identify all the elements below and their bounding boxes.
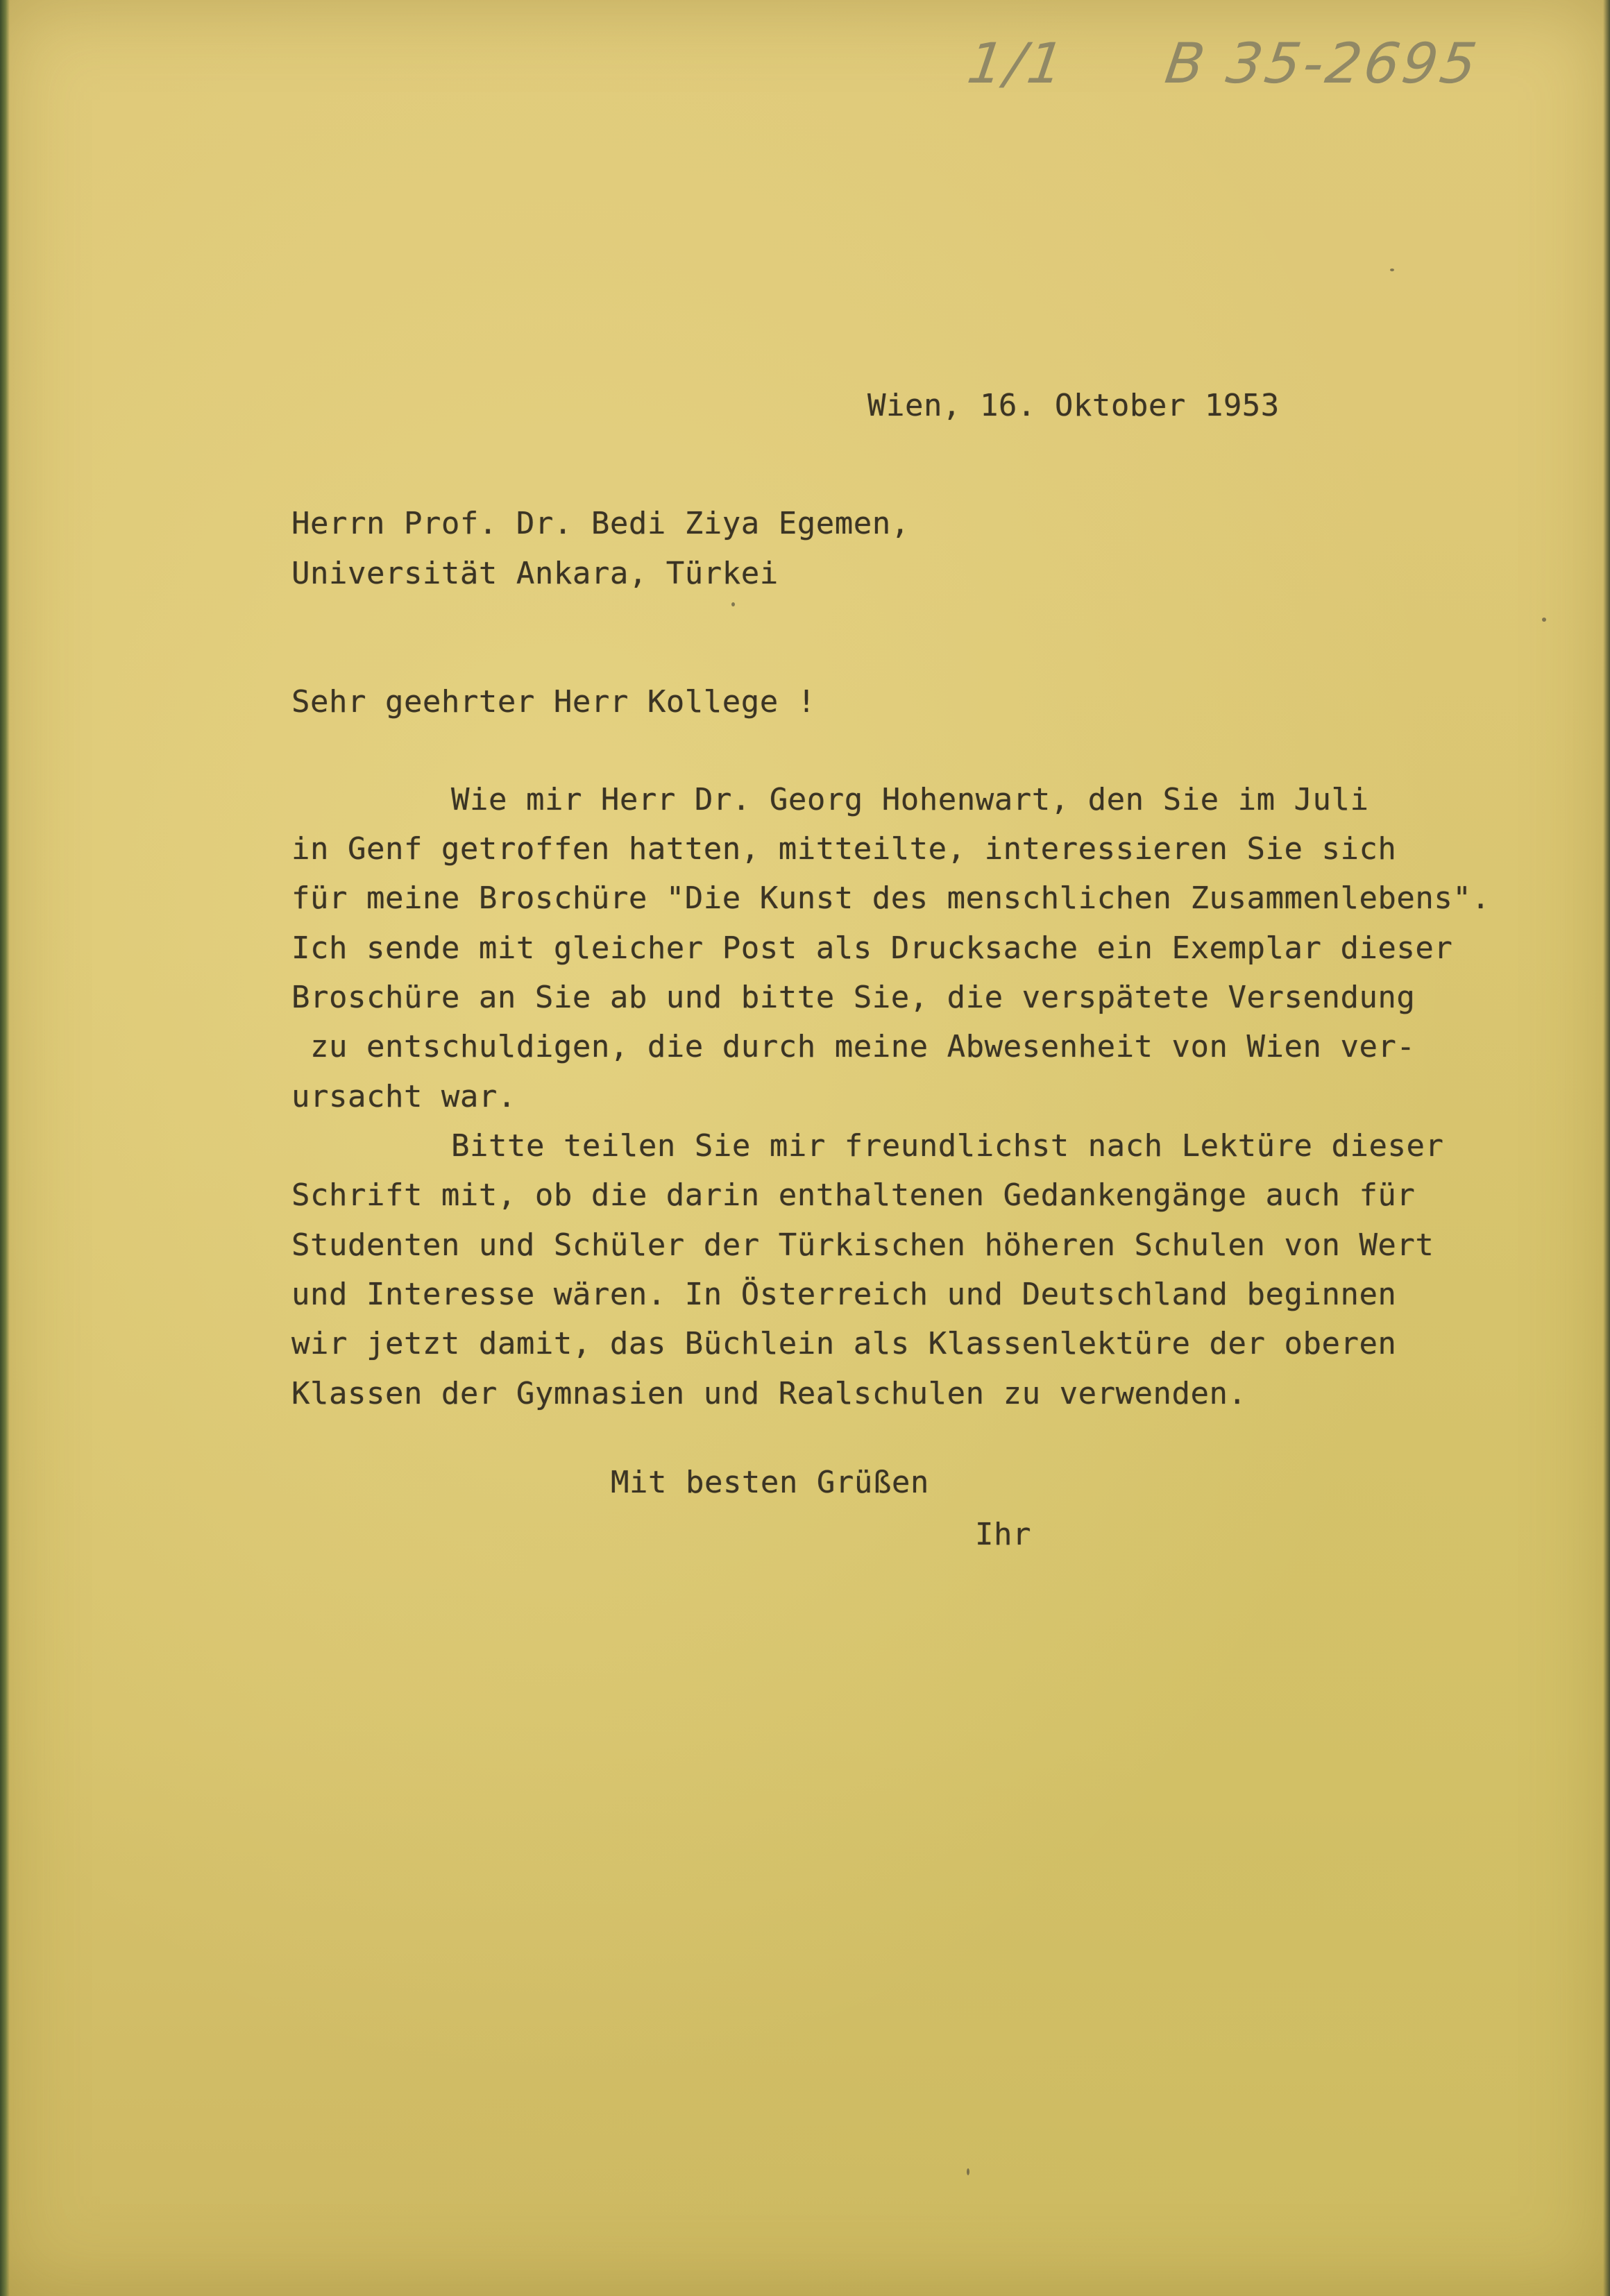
recipient-line: Universität Ankara, Türkei [291, 556, 779, 591]
paper-speck [1542, 618, 1546, 622]
body-line: Wie mir Herr Dr. Georg Hohenwart, den Sie im Juli [451, 782, 1369, 817]
body-line: Klassen der Gymnasien und Realschulen zu verwenden. [291, 1376, 1247, 1411]
salutation: Sehr geehrter Herr Kollege ! [291, 684, 816, 720]
paper-speck [967, 2168, 969, 2175]
body-line: Schrift mit, ob die darin enthaltenen Gedankengänge auch für [291, 1177, 1416, 1213]
archive-reference-mark: B 35-2695 [1161, 31, 1484, 96]
body-line: Ich sende mit gleicher Post als Drucksache ein Exemplar dieser [291, 930, 1453, 966]
body-line: Bitte teilen Sie mir freundlichst nach Lektüre dieser [451, 1128, 1444, 1164]
body-line: ursacht war. [291, 1079, 516, 1114]
body-line: zu entschuldigen, die durch meine Abwesenheit von Wien ver- [291, 1029, 1416, 1064]
body-line: für meine Broschüre "Die Kunst des menschlichen Zusammenlebens". [291, 881, 1491, 916]
body-line: wir jetzt damit, das Büchlein als Klassenlektüre der oberen [291, 1326, 1397, 1361]
body-line: Broschüre an Sie ab und bitte Sie, die verspätete Versendung [291, 980, 1416, 1015]
recipient-line: Herrn Prof. Dr. Bedi Ziya Egemen, [291, 506, 910, 541]
closing: Mit besten Grüßen [611, 1465, 929, 1500]
archive-folio-mark: 1/1 [963, 31, 1071, 96]
date-line: Wien, 16. Oktober 1953 [867, 388, 1280, 423]
body-line: Studenten und Schüler der Türkischen höheren Schulen von Wert [291, 1227, 1434, 1263]
body-line: und Interesse wären. In Österreich und Deutschland beginnen [291, 1277, 1397, 1312]
paper-speck [731, 602, 735, 606]
body-line: in Genf getroffen hatten, mitteilte, interessieren Sie sich [291, 831, 1397, 867]
closing-word: Ihr [975, 1517, 1031, 1552]
paper-speck [1390, 269, 1394, 271]
